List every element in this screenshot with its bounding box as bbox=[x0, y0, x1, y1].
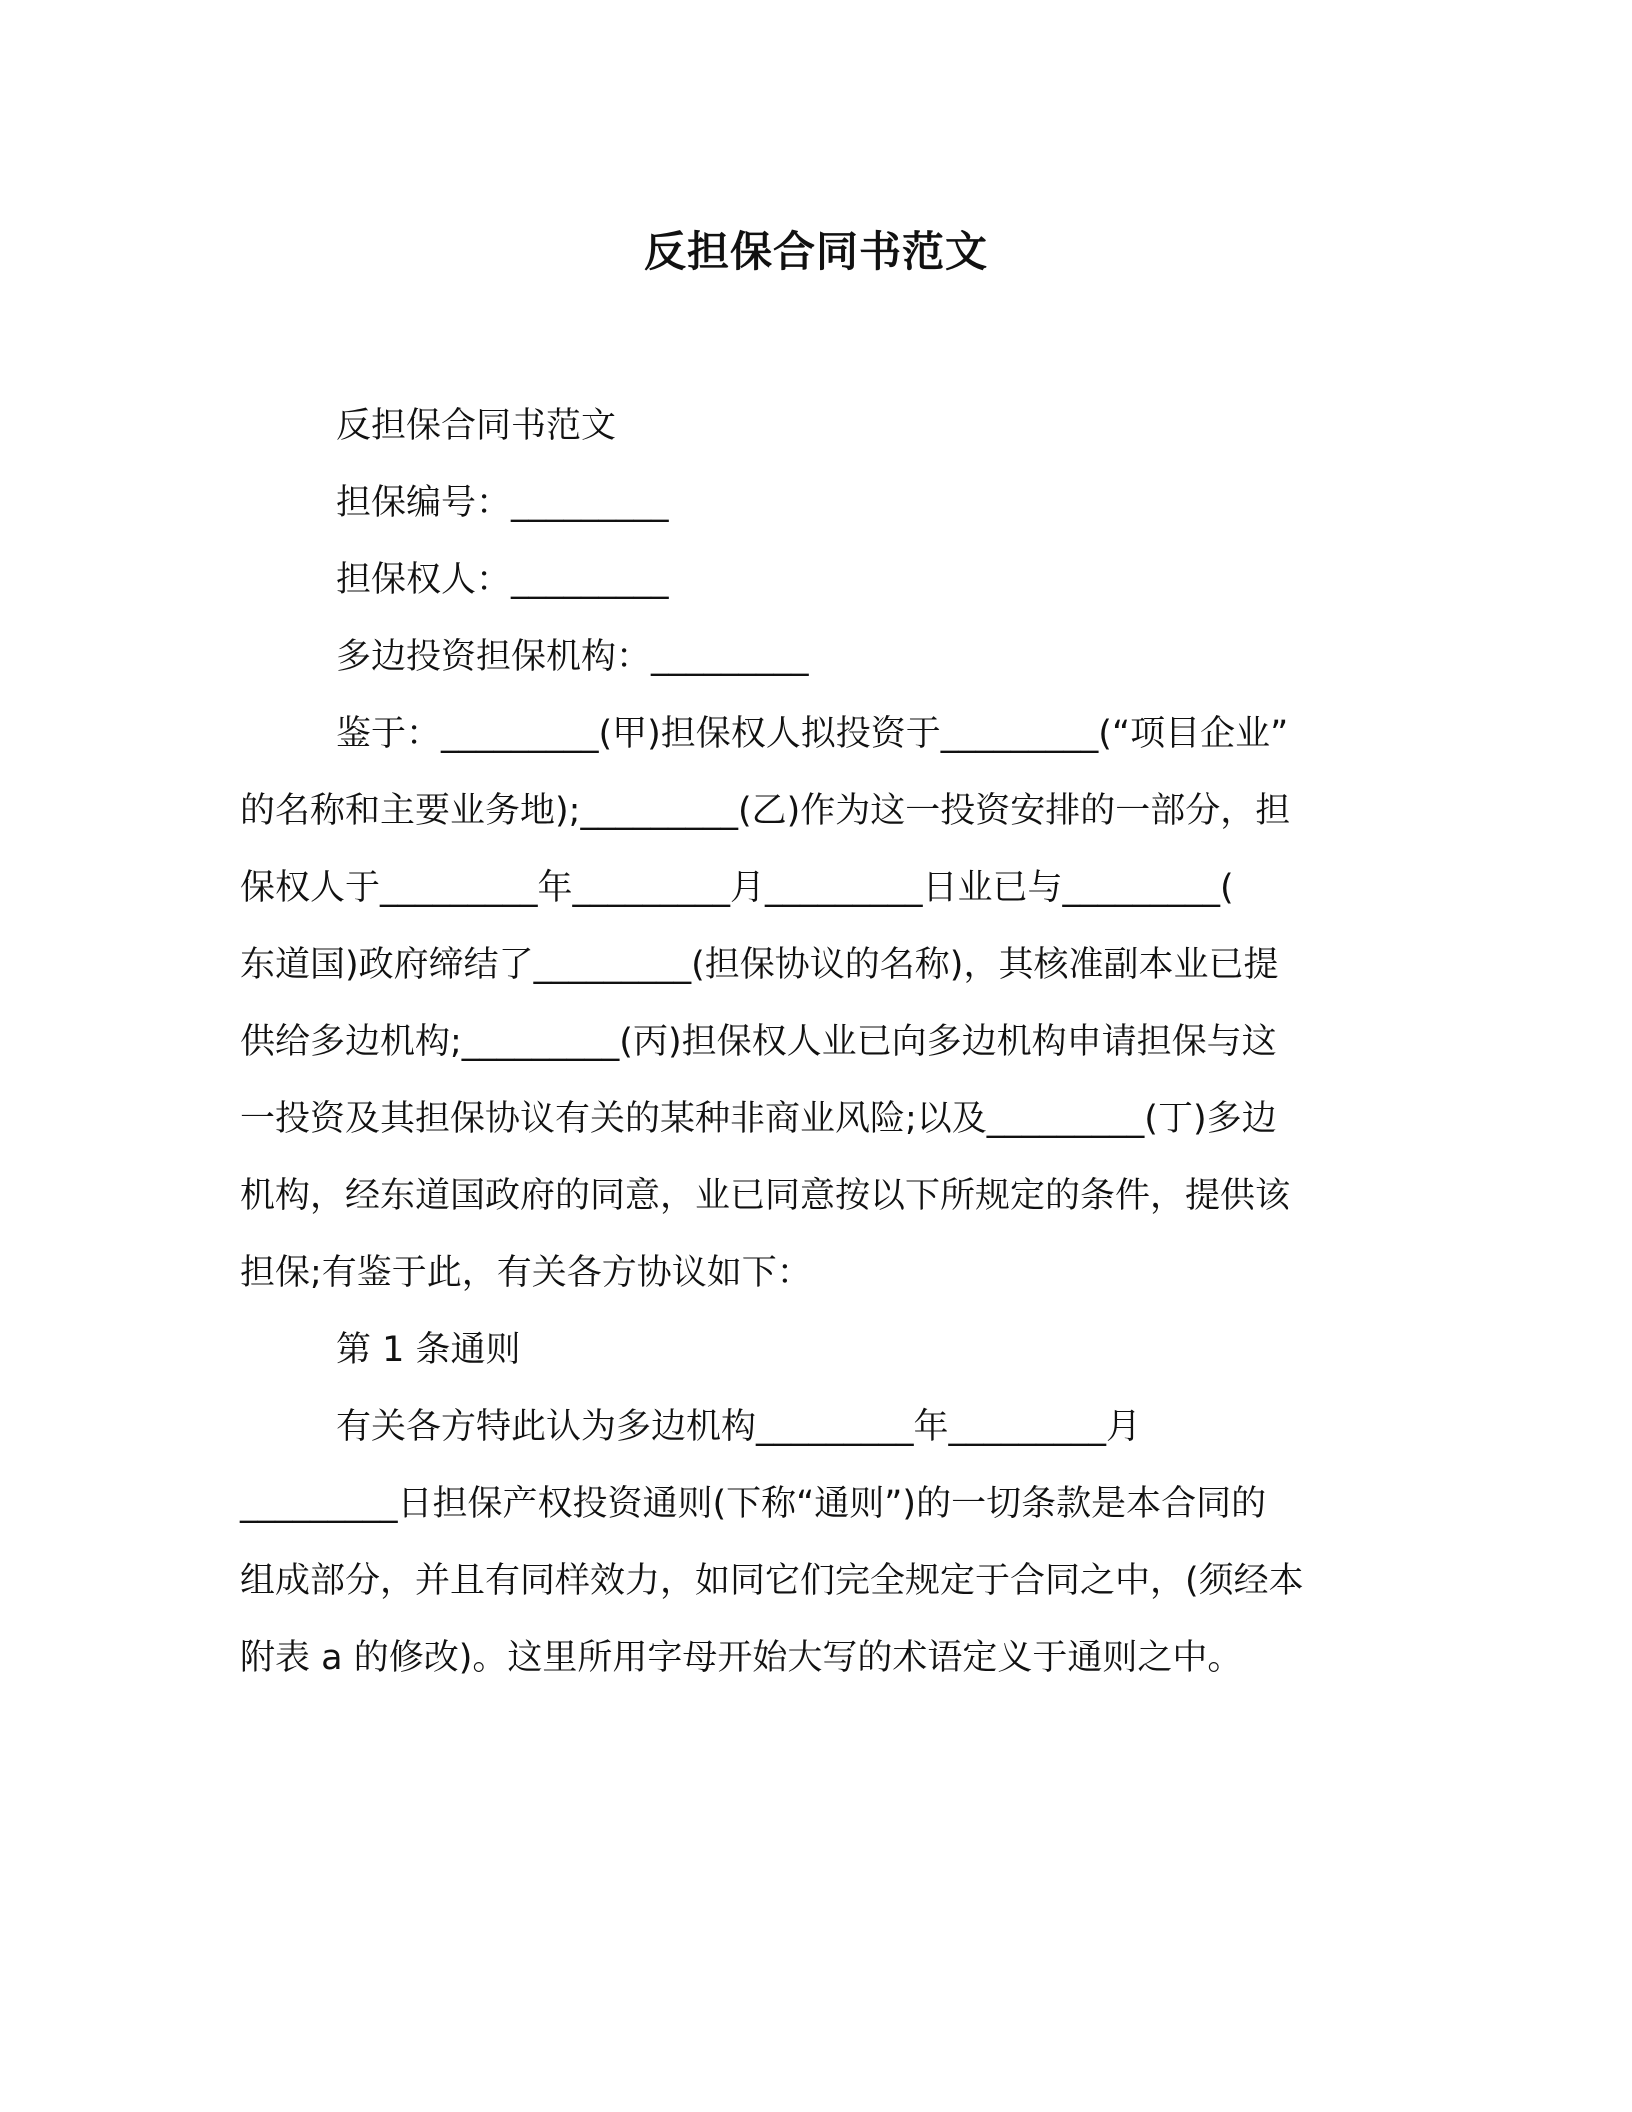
document-title: 反担保合同书范文 bbox=[643, 227, 988, 276]
article-1-line: 附表 a 的修改)。这里所用字母开始大写的术语定义于通则之中。 bbox=[240, 1638, 1243, 1678]
article-1-heading: 第 1 条通则 bbox=[336, 1330, 521, 1370]
article-1-line: 组成部分，并且有同样效力，如同它们完全规定于合同之中，(须经本 bbox=[240, 1561, 1304, 1601]
recitals-line: 鉴于：_________(甲)担保权人拟投资于_________(“项目企业” bbox=[336, 714, 1289, 754]
article-1-line: _________日担保产权投资通则(下称“通则”)的一切条款是本合同的 bbox=[240, 1484, 1267, 1524]
recitals-line: 担保;有鉴于此，有关各方协议如下： bbox=[240, 1253, 812, 1293]
recitals-paragraph bbox=[144, 696, 1390, 1312]
guarantee-agency-line: 多边投资担保机构：_________ bbox=[336, 637, 809, 677]
recitals-line: 保权人于_________年_________月_________日业已与_________( bbox=[240, 868, 1234, 908]
recitals-line: 供给多边机构;_________(丙)担保权人业已向多边机构申请担保与这 bbox=[240, 1022, 1277, 1062]
document-subtitle: 反担保合同书范文 bbox=[336, 406, 617, 446]
article-1-paragraph bbox=[144, 1389, 1390, 1697]
recitals-line: 一投资及其担保协议有关的某种非商业风险;以及_________(丁)多边 bbox=[240, 1099, 1277, 1139]
recitals-line: 东道国)政府缔结了_________(担保协议的名称)，其核准副本业已提 bbox=[240, 945, 1279, 985]
guarantee-number-line: 担保编号：_________ bbox=[336, 483, 669, 523]
recitals-line: 的名称和主要业务地);_________(乙)作为这一投资安排的一部分，担 bbox=[240, 791, 1291, 831]
recitals-line: 机构，经东道国政府的同意，业已同意按以下所规定的条件，提供该 bbox=[240, 1176, 1291, 1216]
article-1-line: 有关各方特此认为多边机构_________年_________月 bbox=[336, 1407, 1142, 1447]
document-body bbox=[240, 388, 1390, 1697]
guarantee-holder-line: 担保权人：_________ bbox=[336, 560, 669, 600]
